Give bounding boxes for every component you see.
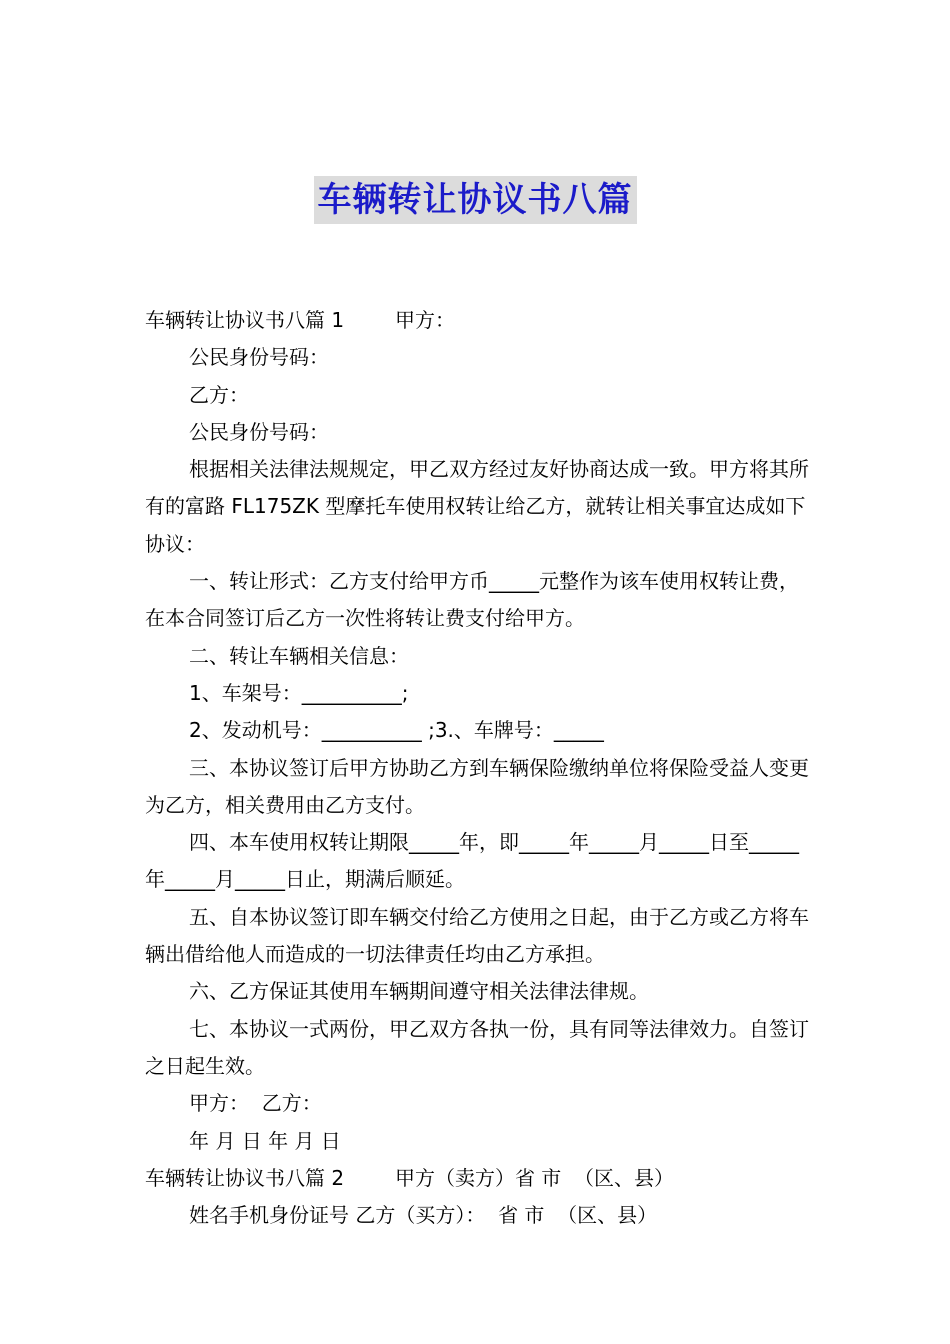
paragraph: 甲方： 乙方： xyxy=(189,1091,322,1116)
paragraph: 根据相关法律法规规定，甲乙双方经过友好协商达成一致。甲方将其所有的富路 FL175ZK 型摩托车使用权转让给乙方，就转让相关事宜达成如下协议： xyxy=(145,457,809,556)
paragraph: 2、发动机号：__________ ;3.、车牌号：_____ xyxy=(189,718,604,743)
paragraph: 一、转让形式：乙方支付给甲方币_____元整作为该车使用权转让费，在本合同签订后乙方一次性将转让费支付给甲方。 xyxy=(145,569,799,631)
paragraph: 乙方： xyxy=(189,382,249,407)
paragraph: 六、乙方保证其使用车辆期间遵守相关法律法律规。 xyxy=(189,979,649,1004)
paragraph: 五、自本协议签订即车辆交付给乙方使用之日起，由于乙方或乙方将车辆出借给他人而造成的一切法律责任均由乙方承担。 xyxy=(145,904,809,967)
paragraph: 七、本协议一式两份，甲乙双方各执一份，具有同等法律效力。自签订之日起生效。 xyxy=(145,1016,809,1078)
paragraph: 车辆转让协议书八篇 2 甲方（卖方）省 市 （区、县） xyxy=(145,1165,675,1190)
paragraph: 1、车架号：__________; xyxy=(189,680,409,705)
paragraph: 车辆转让协议书八篇 1 甲方： xyxy=(145,308,455,332)
paragraph: 三、本协议签订后甲方协助乙方到车辆保险缴纳单位将保险受益人变更为乙方，相关费用由乙方支付。 xyxy=(145,755,809,817)
paragraph: 二、转让车辆相关信息： xyxy=(189,643,409,668)
document-title: 车辆转让协议书八篇 xyxy=(314,176,637,224)
title-container xyxy=(0,176,950,224)
document-body xyxy=(145,302,817,1234)
paragraph: 年 月 日 年 月 日 xyxy=(189,1128,341,1153)
paragraph: 姓名手机身份证号 乙方（买方）： 省 市 （区、县） xyxy=(189,1203,658,1228)
paragraph: 四、本车使用权转让期限_____年，即_____年_____月_____日至_____年_____月_____日止，期满后顺延。 xyxy=(145,830,799,892)
paragraph: 公民身份号码： xyxy=(189,419,329,444)
paragraph: 公民身份号码： xyxy=(189,345,329,370)
